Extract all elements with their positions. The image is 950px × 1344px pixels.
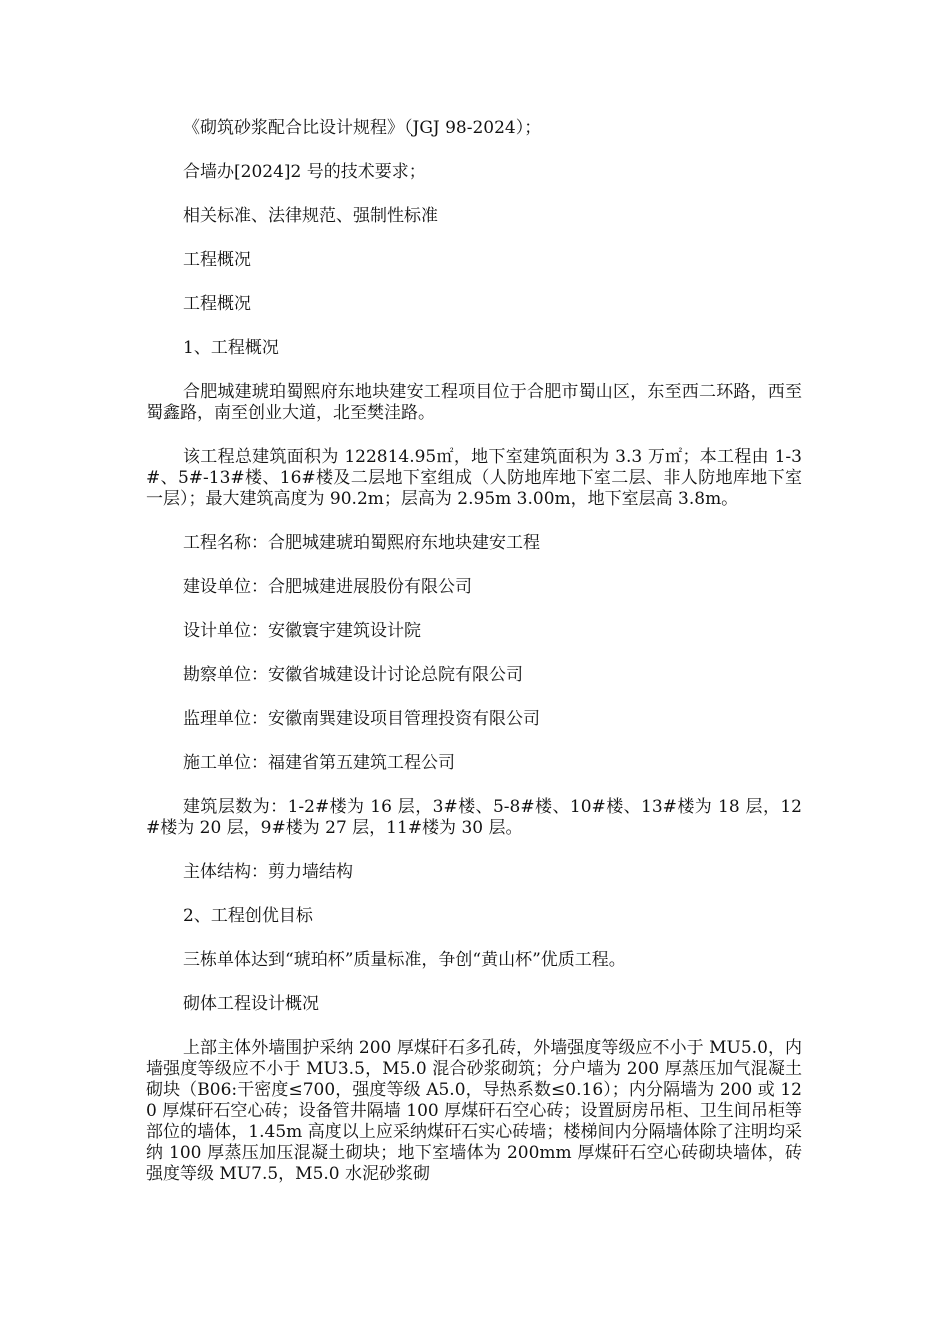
paragraph-hqb-requirement: 合墙办[2024]2 号的技术要求；: [183, 162, 426, 182]
paragraph-supervisor: 监理单位：安徽南巽建设项目管理投资有限公司: [183, 709, 540, 729]
heading-section-2: 2、工程创优目标: [183, 906, 313, 926]
heading-project-overview: 工程概况: [183, 250, 251, 270]
paragraph-related-standards: 相关标准、法律规范、强制性标准: [183, 206, 438, 226]
paragraph-masonry-details: 上部主体外墙围护采纳 200 厚煤矸石多孔砖，外墙强度等级应不小于 MU5.0，内墙强度等级应不小于 MU3.5，M5.0 混合砂浆砌筑；分户墙为 200 厚蒸压加气混凝土砌块（B06:干密度≤700，强度等级 A5.0，导热系数≤0.16）；内分隔墙为 200 或 120 厚煤矸石空心砖；设备管井隔墙 100 厚煤矸石空心砖；设置厨房吊柜、卫生间吊柜等部位的墙体，1.45m 高度以上应采纳煤矸石实心砖墙；楼梯间内分隔墙体除了注明均采纳 100 厚蒸压加压混凝土砌块；地下室墙体为 200mm 厚煤矸石空心砖砌块墙体，砖强度等级 MU7.5，M5.0 水泥砂浆砌: [146, 1038, 802, 1184]
paragraph-owner: 建设单位：合肥城建进展股份有限公司: [183, 577, 472, 597]
heading-project-overview-2: 工程概况: [183, 294, 251, 314]
paragraph-quality-goal: 三栋单体达到“琥珀杯”质量标准，争创“黄山杯”优质工程。: [183, 950, 626, 970]
paragraph-standard-jgj98: 《砌筑砂浆配合比设计规程》（JGJ 98-2024）；: [183, 118, 542, 138]
paragraph-area: 该工程总建筑面积为 122814.95㎡，地下室建筑面积为 3.3 万㎡；本工程由 1-3#、5#-13#楼、16#楼及二层地下室组成（人防地库地下室二层、非人防地库地下室一层）；最大建筑高度为 90.2m；层高为 2.95m 3.00m，地下室层高 3.8m。: [146, 447, 802, 509]
heading-masonry-design: 砌体工程设计概况: [183, 994, 319, 1014]
paragraph-designer: 设计单位：安徽寰宇建筑设计院: [183, 621, 421, 641]
paragraph-location: 合肥城建琥珀蜀熙府东地块建安工程项目位于合肥市蜀山区，东至西二环路，西至蜀鑫路，南至创业大道，北至樊洼路。: [146, 382, 802, 423]
paragraph-project-name: 工程名称：合肥城建琥珀蜀熙府东地块建安工程: [183, 533, 540, 553]
paragraph-floors: 建筑层数为：1-2#楼为 16 层，3#楼、5-8#楼、10#楼、13#楼为 18 层，12#楼为 20 层，9#楼为 27 层，11#楼为 30 层。: [146, 797, 802, 838]
paragraph-structure: 主体结构：剪力墙结构: [183, 862, 353, 882]
heading-section-1: 1、工程概况: [183, 338, 279, 358]
paragraph-contractor: 施工单位：福建省第五建筑工程公司: [183, 753, 455, 773]
paragraph-surveyor: 勘察单位：安徽省城建设计讨论总院有限公司: [183, 665, 523, 685]
document-body: [146, 118, 802, 1185]
